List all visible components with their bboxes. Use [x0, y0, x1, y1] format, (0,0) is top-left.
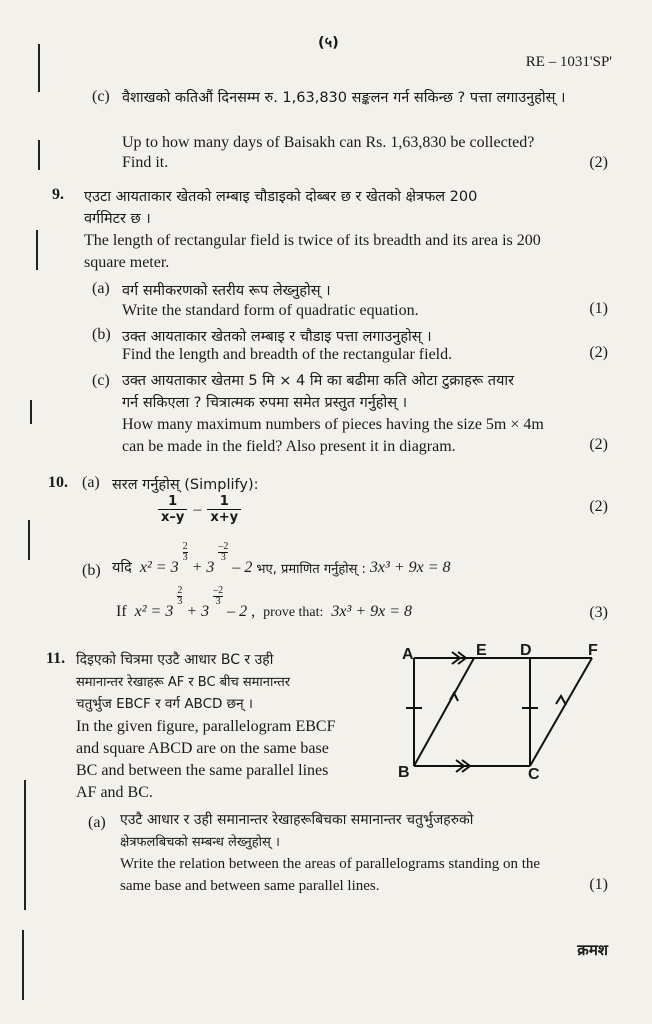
- margin-rule: [30, 400, 32, 424]
- q9-english-2: square meter.: [84, 254, 170, 271]
- margin-rule: [22, 930, 24, 1000]
- q9c-english-1: How many maximum numbers of pieces having the size 5m × 4m: [122, 416, 544, 433]
- parallelogram-figure: [392, 636, 612, 786]
- q9-english-1: The length of rectangular field is twice of its breadth and its area is 200: [84, 232, 541, 249]
- margin-rule: [24, 780, 26, 910]
- q11-english-2: and square ABCD are on the same base: [76, 740, 329, 757]
- q11-english-4: AF and BC.: [76, 784, 153, 801]
- q10a-label: (a): [82, 474, 100, 491]
- q11a-nepali-2: क्षेत्रफलबिचको सम्बन्ध लेख्नुहोस् ।: [120, 835, 280, 850]
- q9c-english-2: can be made in the field? Also present it in diagram.: [122, 438, 456, 455]
- continue-label: क्रमश: [577, 941, 608, 959]
- margin-rule: [38, 140, 40, 170]
- q9a-marks: (1): [589, 300, 608, 317]
- q9c-label: (c): [92, 372, 110, 389]
- q11-nepali-1: दिइएको चित्रमा एउटै आधार BC र उही: [76, 652, 274, 668]
- q11-nepali-2: समानान्तर रेखाहरू AF र BC बीच समानान्तर: [76, 675, 291, 690]
- q10b-english-line: If x² = 3 $\frac{2}{3}$ + 3 $\frac{-2}{3}$ – 2 , prove that: 3x³ + 9x = 8: [116, 585, 413, 620]
- arrow-BE: [450, 693, 458, 701]
- margin-rule: [36, 230, 38, 270]
- vertex-C: C: [528, 766, 540, 783]
- minus-sign: –: [193, 500, 202, 518]
- q10a-text: सरल गर्नुहोस् (Simplify):: [112, 477, 259, 493]
- page-number: (५): [318, 35, 339, 51]
- q11-english-1: In the given figure, parallelogram EBCF: [76, 718, 336, 735]
- q9c-nepali-1: उक्त आयताकार खेतमा 5 मि × 4 मि का बढीमा कति ओटा टुक्राहरू तयार: [122, 373, 515, 389]
- q9-nepali-1: एउटा आयताकार खेतको लम्बाइ चौडाइको दोब्बर छ र खेतको क्षेत्रफल 200: [84, 189, 478, 205]
- side-CF: [530, 658, 592, 766]
- q8c-marks: (2): [589, 154, 608, 171]
- q10b-nepali-line: यदि x² = 3 $\frac{2}{3}$ + 3 $\frac{-2}{3}$ – 2 भए, प्रमाणित गर्नुहोस् : 3x³ + 9x = 8: [112, 541, 451, 577]
- fraction-1: $\frac{1}{x-y}$: [158, 494, 187, 525]
- q9-number: 9.: [52, 186, 64, 203]
- q9b-label: (b): [92, 326, 111, 343]
- q10b-label: (b): [82, 562, 101, 579]
- q10b-marks: (3): [589, 604, 608, 621]
- q9c-nepali-2: गर्न सकिएला ? चित्रात्मक रुपमा समेत प्रस्तुत गर्नुहोस् ।: [122, 395, 408, 411]
- q11a-english-1: Write the relation between the areas of parallelograms standing on the: [120, 856, 541, 872]
- side-BE: [414, 658, 474, 766]
- q9a-nepali: वर्ग समीकरणको स्तरीय रूप लेख्नुहोस् ।: [122, 283, 331, 299]
- vertex-E: E: [476, 642, 487, 659]
- q10-number: 10.: [48, 474, 68, 491]
- paper-code: RE – 1031'SP': [525, 54, 612, 70]
- q11a-marks: (1): [589, 876, 608, 893]
- q9-nepali-2: वर्गमिटर छ ।: [84, 211, 151, 227]
- q11-nepali-3: चतुर्भुज EBCF र वर्ग ABCD छन् ।: [76, 696, 254, 712]
- q8c-label: (c): [92, 88, 110, 105]
- vertex-B: B: [398, 764, 410, 781]
- q11-number: 11.: [46, 650, 66, 667]
- arrow-CF: [556, 696, 566, 705]
- q11a-nepali-1: एउटै आधार र उही समानान्तर रेखाहरूबिचका समानान्तर चतुर्भुजहरुको: [120, 812, 474, 828]
- q8c-english-2: Find it.: [122, 154, 169, 171]
- q9c-marks: (2): [589, 436, 608, 453]
- q8c-nepali: वैशाखको कतिऔं दिनसम्म रु. 1,63,830 सङ्कलन गर्न सकिन्छ ? पत्ता लगाउनुहोस् ।: [122, 90, 566, 106]
- q9b-english: Find the length and breadth of the rectangular field.: [122, 346, 453, 363]
- margin-rule: [28, 520, 30, 560]
- margin-rule: [38, 44, 40, 92]
- q9b-nepali: उक्त आयताकार खेतको लम्बाइ र चौडाइ पत्ता लगाउनुहोस् ।: [122, 329, 432, 345]
- vertex-A: A: [402, 646, 414, 663]
- q11-english-3: BC and between the same parallel lines: [76, 762, 329, 779]
- q10a-marks: (2): [589, 498, 608, 515]
- q8c-english-1: Up to how many days of Baisakh can Rs. 1,63,830 be collected?: [122, 134, 535, 151]
- q11a-english-2: same base and between same parallel lines.: [120, 878, 380, 894]
- q11a-label: (a): [88, 814, 106, 831]
- q10a-expression: [158, 494, 241, 525]
- q9a-label: (a): [92, 280, 110, 297]
- vertex-D: D: [520, 642, 532, 659]
- vertex-F: F: [588, 642, 598, 659]
- fraction-2: $\frac{1}{x+y}$: [207, 494, 241, 525]
- q9b-marks: (2): [589, 344, 608, 361]
- q9a-english: Write the standard form of quadratic equation.: [122, 302, 419, 319]
